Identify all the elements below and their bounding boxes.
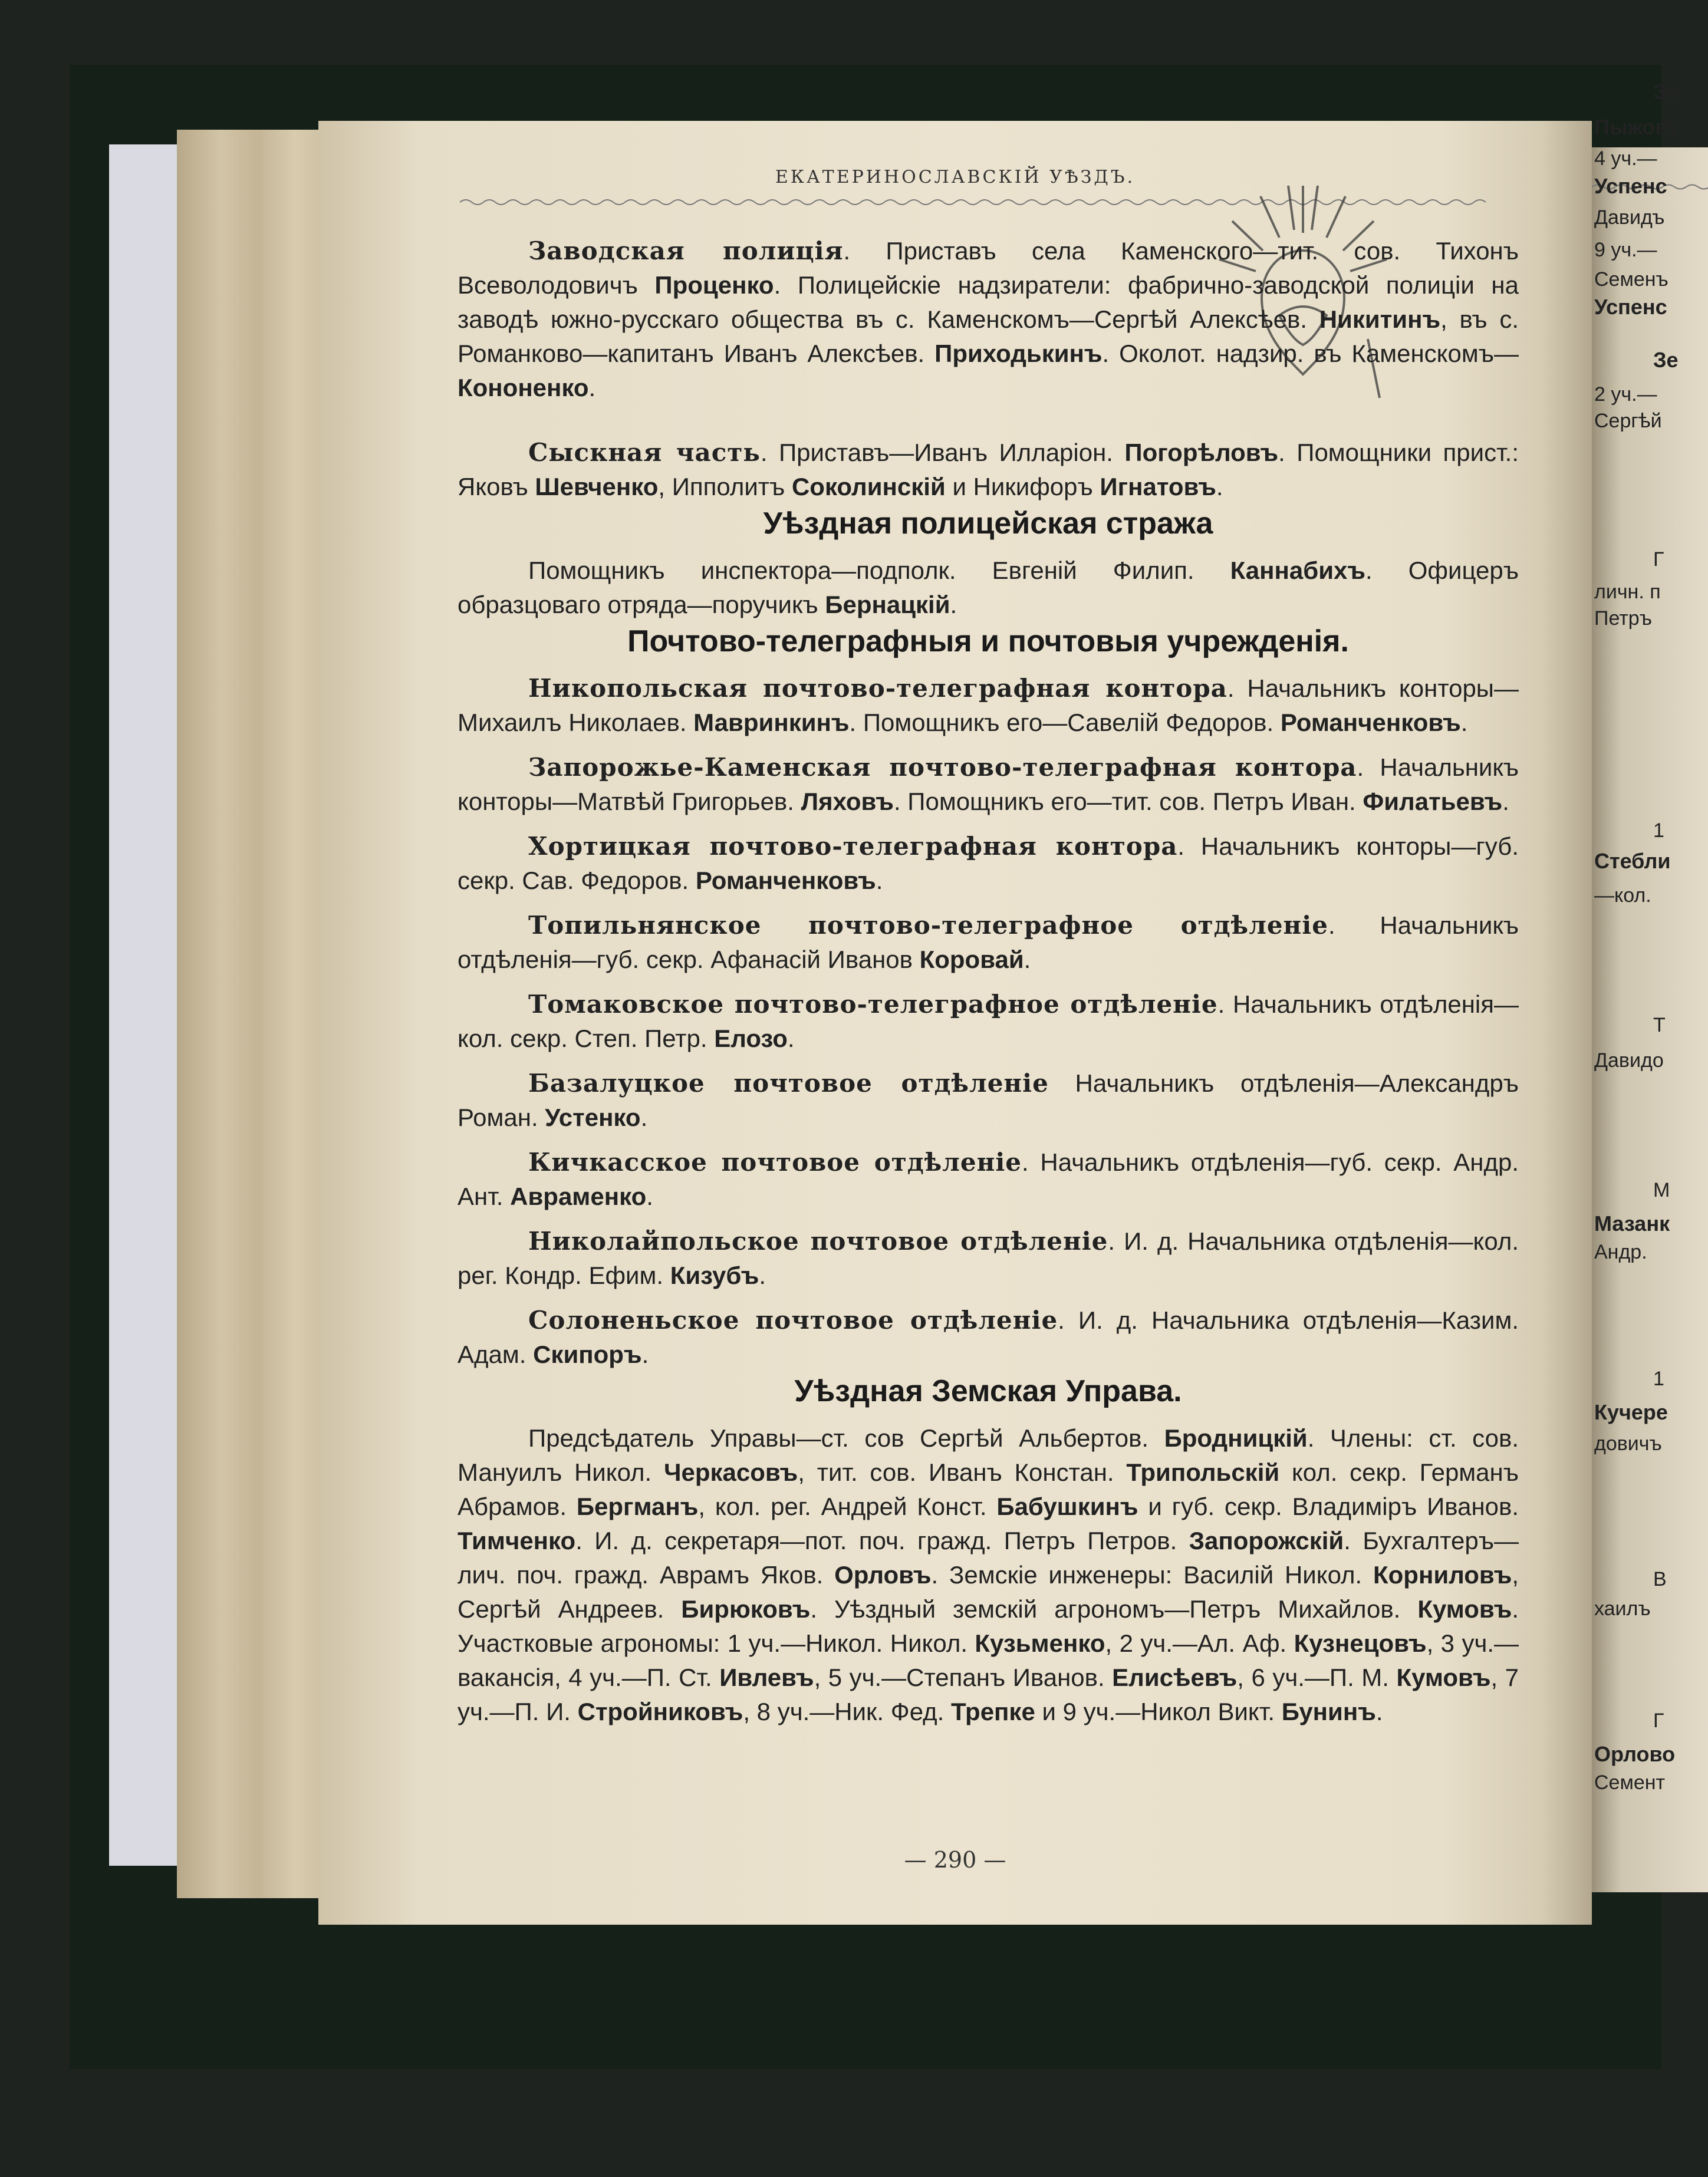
surname: Романченковъ [695,867,876,894]
entry-title: Базалуцкое почтовое отдѣленіе [528,1069,1049,1098]
surname: Никитинъ [1319,305,1441,333]
surname: Ивлевъ [719,1664,814,1691]
entry-title: Топильнянское почтово-телеграфное отдѣленіе [528,911,1328,940]
khortitsa-office-paragraph: Хортицкая почтово-телеграфная контора. Начальникъ конторы—губ. секр. Сав. Федоров. Романченковъ. [458,832,1519,894]
next-page-fragment-line: 1 [1653,1368,1664,1390]
surname: Устенко [545,1104,641,1131]
next-page-fragment-line: Семент [1594,1771,1666,1794]
next-page-fragment-line: Орлово [1594,1742,1676,1766]
surname: Кузнецовъ [1294,1629,1427,1657]
surname: Кумовъ [1396,1664,1491,1691]
surname: Бернацкій [825,591,950,618]
next-page-fragment-line: Зе [1653,348,1679,372]
next-page-fragment-line: 4 уч.— [1594,147,1657,170]
surname: Авраменко [510,1183,647,1210]
entry-title: Николайпольское почтовое отдѣленіе [528,1227,1108,1256]
entry-title: Сыскная часть [528,438,761,467]
surname: Кумовъ [1417,1595,1512,1623]
surname: Мавринкинъ [693,709,850,736]
next-page-fragment-line: 2 уч.— [1594,383,1657,406]
next-page-fragment-line: Семенъ [1594,268,1668,291]
next-page-fragment-line: Мазанк [1594,1211,1670,1236]
next-page-fragment-line: Зе [1653,80,1679,104]
next-page-fragment-line: Т [1653,1014,1666,1036]
entry-title: Запорожье-Каменская почтово-телеграфная контора [528,753,1357,782]
next-page-fragment-line: довичъ [1594,1432,1662,1455]
next-page-fragment-line: 9 уч.— [1594,239,1657,261]
next-page-fragment-line: Г [1653,1710,1664,1732]
page-stack-edges [177,130,324,1898]
surname: Соколинскій [791,473,946,500]
topilnya-office-paragraph: Топильнянское почтово-телеграфное отдѣленіе. Начальникъ отдѣленія—губ. секр. Афанасій Иванов Коровай. [458,911,1519,973]
endpaper-edge [109,144,180,1866]
next-page-fragment-line: Кучере [1594,1400,1668,1424]
surname: Игнатовъ [1100,473,1216,500]
surname: Черкасовъ [663,1458,798,1486]
entry-title: Заводская полиція [528,236,844,265]
surname: Елозо [714,1025,788,1052]
next-page-fragment-line: Сергѣй [1594,410,1662,432]
surname: Романченковъ [1280,709,1461,736]
surname: Тимченко [458,1527,576,1554]
next-page-fragment-line: Успенс [1594,174,1667,198]
surname: Каннабихъ [1230,556,1365,584]
surname: Трепке [950,1698,1035,1725]
surname: Бабушкинъ [996,1493,1138,1520]
zemstvo-paragraph: Предсѣдатель Управы—ст. сов Сергѣй Альбертов. Бродницкій. Члены: ст. сов. Мануилъ Никол. Черкасовъ, тит. сов. Иванъ Констан. Трипольскій кол. секр. Германъ Абрамов. Бергманъ, кол. рег. Андрей Конст. Бабушкинъ и губ. секр. Владиміръ Иванов. Тимченко. И. д. секретаря—пот. поч. гражд. Петръ Петров. Запорожскій. Бухгалтеръ—лич. поч. гражд. Аврамъ Яков. Орловъ. Земскіе инженеры: Василій Никол. Корниловъ, Сергѣй Андреев. Бирюковъ. Уѣздный земскій агрономъ—Петръ Михайлов. Кумовъ. Участковые агрономы: 1 уч.—Никол. Никол. Кузьменко, 2 уч.—Ал. Аф. Кузнецовъ, 3 уч.—вакансія, 4 уч.—П. Ст. Ивлевъ, 5 уч.—Степанъ Иванов. Елисѣевъ, 6 уч.—П. М. Кумовъ, 7 уч.—П. И. Стройниковъ, 8 уч.—Ник. Фед. Трепке и 9 уч.—Никол Викт. Бунинъ. [458,1424,1519,1725]
surname: Ляховъ [801,788,894,815]
next-page-fragment-line: Давидо [1594,1049,1664,1072]
zaporozhye-office-paragraph: Запорожье-Каменская почтово-телеграфная контора. Начальникъ конторы—Матвѣй Григорьев. Ляховъ. Помощникъ его—тит. сов. Петръ Иван. Филатьевъ. [458,753,1519,815]
next-page-fragment-line: М [1653,1179,1670,1201]
entry-title: Хортицкая почтово-телеграфная контора [528,832,1178,861]
surname: Бунинъ [1281,1698,1376,1725]
surname: Проценко [654,271,774,299]
next-page-fragment-line: личн. п [1594,581,1661,603]
next-page-fragment-line: Андр. [1594,1241,1647,1263]
entry-title: Кичкасское почтовое отдѣленіе [528,1148,1022,1177]
surname: Корниловъ [1373,1561,1512,1589]
nikolaipol-office-paragraph: Николайпольское почтовое отдѣленіе. И. д. Начальника отдѣленія—кол. рег. Кондр. Ефим. Кизубъ. [458,1227,1519,1289]
next-page-fragment-line: Успенс [1594,295,1667,319]
surname: Коровай [919,946,1024,973]
next-page-fragment-line: Г [1653,548,1664,571]
police-guard-heading: Уѣздная полицейская стража [763,506,1213,541]
solonen-office-paragraph: Солоненьское почтовое отдѣленіе. И. д. Начальника отдѣленія—Казим. Адам. Скипоръ. [458,1306,1519,1368]
surname: Запорожскій [1189,1527,1344,1554]
surname: Шевченко [535,473,659,500]
page-body [458,234,1519,1729]
surname: Кононенко [458,374,589,401]
surname: Елисѣевъ [1112,1664,1238,1691]
next-page-fragment-line: хаилъ [1594,1598,1651,1620]
detective-part-paragraph: Сыскная часть. Приставъ—Иванъ Илларіон. Погорѣловъ. Помощники прист.: Яковъ Шевченко, Ипполитъ Соколинскій и Никифоръ Игнатовъ. [458,438,1519,500]
next-page-fragment-line: Пыжовт [1594,115,1679,139]
surname: Бирюковъ [681,1595,811,1623]
document-page [318,121,1592,1925]
surname: Кузьменко [975,1629,1105,1657]
bazaluk-office-paragraph: Базалуцкое почтовое отдѣленіе Начальникъ отдѣленія—Александръ Роман. Устенко. [458,1069,1519,1131]
surname: Кизубъ [670,1262,759,1289]
next-page-fragment-line: Давидъ [1594,206,1665,229]
next-page-fragment-line: Стебли [1594,849,1671,873]
next-page-fragment-line: В [1653,1568,1667,1590]
tomakovka-office-paragraph: Томаковское почтово-телеграфное отдѣленіе. Начальникъ отдѣленія—кол. секр. Степ. Петр. Елозо. [458,990,1519,1052]
next-page-fragment [1592,80,1708,1892]
running-head: ЕКАТЕРИНОСЛАВСКIЙ УѢЗДЪ. [775,167,1136,187]
zavodskaya-police-paragraph: Заводская полиція. Приставъ села Каменского—тит. сов. Тихонъ Всеволодовичъ Проценко. Полицейскіе надзиратели: фабрично-заводской полиціи на заводѣ южно-русскаго общества въ с. Каменскомъ—Сергѣй Алексѣев. Никитинъ, въ с. Романково—капитанъ Иванъ Алексѣев. Приходькинъ. Околот. надзир. въ Каменскомъ—Кононенко. [458,236,1519,401]
police-guard-paragraph: Помощникъ инспектора—подполк. Евгеній Филип. Каннабихъ. Офицеръ образцоваго отряда—поручикъ Бернацкій. [458,556,1519,618]
next-page-fragment-line: Петръ [1594,607,1652,630]
post-offices-heading: Почтово-телеграфныя и почтовыя учрежденія. [627,624,1349,658]
surname: Бергманъ [576,1493,699,1520]
surname: Скипоръ [533,1341,642,1368]
page-number: — 290 — [904,1847,1006,1873]
surname: Бродницкій [1164,1424,1308,1452]
next-page-fragment-line: —кол. [1594,884,1651,907]
entry-title: Никопольская почтово-телеграфная контора [528,674,1227,703]
entry-title: Солоненьское почтовое отдѣленіе [528,1306,1058,1335]
surname: Стройниковъ [577,1698,743,1725]
nikopol-office-paragraph: Никопольская почтово-телеграфная контора. Начальникъ конторы—Михаилъ Николаев. Мавринкинъ. Помощникъ его—Савелій Федоров. Романченковъ. [458,674,1519,736]
next-page-fragment-line: 1 [1653,819,1664,842]
zemstvo-heading: Уѣздная Земская Управа. [794,1374,1182,1408]
surname: Орловъ [834,1561,932,1589]
surname: Приходькинъ [934,340,1103,367]
kichkas-office-paragraph: Кичкасское почтовое отдѣленіе. Начальникъ отдѣленія—губ. секр. Андр. Ант. Авраменко. [458,1148,1519,1210]
surname: Трипольскій [1126,1458,1280,1486]
surname: Филатьевъ [1363,788,1503,815]
entry-title: Томаковское почтово-телеграфное отдѣленіе [528,990,1218,1019]
surname: Погорѣловъ [1124,439,1279,466]
